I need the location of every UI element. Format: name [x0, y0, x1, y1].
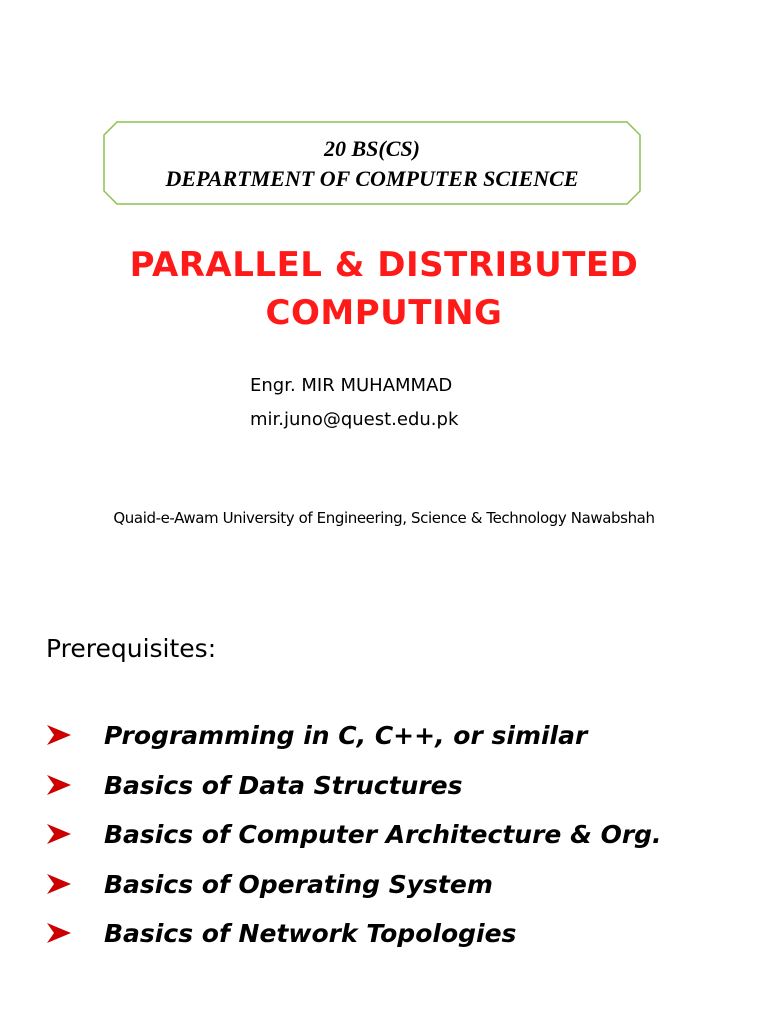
department-box-frame	[103, 121, 641, 205]
list-item-text: Programming in C, C++, or similar	[104, 721, 588, 750]
list-item	[46, 865, 746, 915]
university-name: Quaid-e-Awam University of Engineering, Science & Technology Nawabshah	[113, 509, 655, 527]
list-item	[46, 914, 746, 964]
arrow-bullet-icon	[46, 823, 72, 845]
prerequisites-heading: Prerequisites:	[46, 634, 217, 663]
course-title-line1: PARALLEL & DISTRIBUTED	[129, 245, 639, 285]
prerequisites-list	[46, 716, 746, 964]
arrow-bullet-icon	[46, 922, 72, 944]
department-label: DEPARTMENT OF COMPUTER SCIENCE	[165, 166, 579, 191]
list-item-text: Basics of Operating System	[104, 869, 493, 899]
arrow-bullet-icon	[46, 873, 72, 895]
program-label: 20 BS(CS)	[324, 136, 420, 161]
list-item-text: Basics of Data Structures	[104, 770, 463, 800]
list-item-text: Basics of Network Topologies	[104, 919, 517, 948]
arrow-bullet-icon	[46, 724, 72, 746]
author-email: mir.juno@quest.edu.pk	[250, 409, 459, 430]
list-item	[46, 766, 746, 816]
list-item-text: Basics of Computer Architecture & Org.	[104, 820, 662, 849]
list-item	[46, 716, 746, 766]
course-title-line2: COMPUTING	[265, 293, 503, 333]
department-box	[103, 121, 641, 205]
list-item	[46, 815, 746, 865]
author-name: Engr. MIR MUHAMMAD	[250, 375, 453, 396]
arrow-bullet-icon	[46, 774, 72, 796]
